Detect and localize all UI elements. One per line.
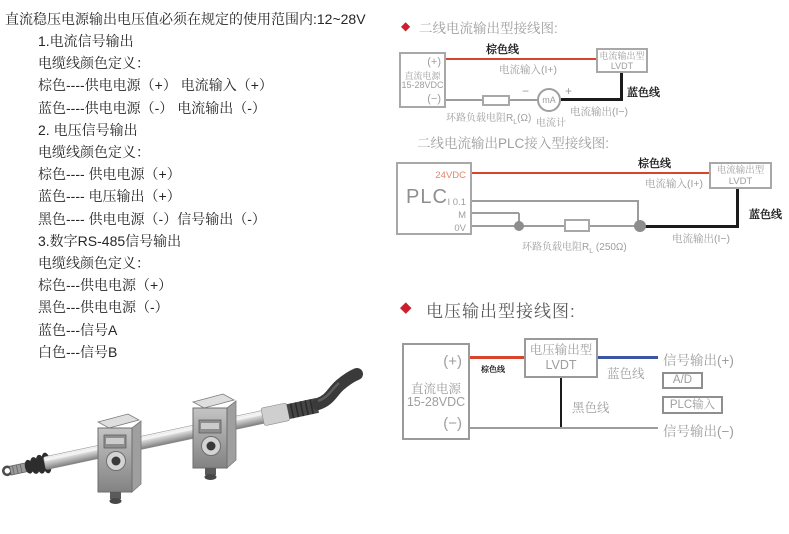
spec-line: 电缆线颜色定义： [38,55,150,72]
ad-converter-box: A/D [662,372,703,389]
spec-line: 蓝色---- 电压输出（+） [38,188,181,205]
current-in-label: 电流输入(I+) [499,64,558,76]
plc-terminal-m: M [458,210,466,221]
junction-dot [634,220,646,232]
plus-terminal: (+) [427,56,441,68]
lvdt-name: LVDT [728,176,753,187]
gray-wire [446,99,482,101]
current-out-label: 电流输出(I−) [672,233,731,245]
diagram3-title: 电压输出型接线图: [426,302,576,321]
blue-wire-label: 蓝色线 [749,209,782,221]
sensor-rod-group [1,395,319,482]
lvdt-sensor-photo [0,362,380,534]
power-supply-name: 直流电源 [404,71,441,81]
lvdt-type: 电流输出型 [599,51,645,61]
meter-minus-sign: − [522,84,530,98]
plc-terminal-24vdc: 24VDC [435,170,466,181]
diagram1-power-supply-box [399,52,446,108]
spec-line: 黑色---- 供电电源（-）信号输出（-） [38,210,266,227]
diamond-bullet-icon: ◆ [400,299,412,316]
brown-wire-label: 棕色线 [486,44,519,56]
lvdt-type: 电压输出型 [529,343,593,357]
spec-line: 1.电流信号输出 [38,33,134,49]
blue-wire-vertical [736,189,739,228]
spec-line: 黑色---供电电源（-） [38,299,169,316]
current-in-label: 电流输入(I+) [645,178,704,190]
diagram2-lvdt-box [709,162,772,189]
lvdt-name: LVDT [610,61,634,71]
blue-wire-label: 蓝色线 [627,87,660,99]
signal-ground-wire [470,427,658,429]
ammeter-text: mA [542,95,556,105]
i01-wire [472,200,639,202]
diamond-bullet-icon: ◆ [401,19,411,33]
plc-input-box: PLC输入 [662,396,723,414]
diagram2-title: 二线电流输出PLC接入型接线图: [417,136,610,151]
diagram2-plc-box [396,162,472,235]
spec-line: 电缆线颜色定义： [38,255,150,272]
current-out-label: 电流输出(I−) [570,106,629,118]
brown-wire-label: 棕色线 [638,158,671,170]
brown-wire-label: 棕色线 [481,365,505,374]
blue-wire-horizontal [640,225,739,228]
blue-wire [598,356,658,359]
m-wire [472,212,519,214]
spec-line: 棕色---- 供电电源（+） [38,166,181,183]
gray-wire [510,99,537,101]
signal-out-minus-label: 信号输出(−) [663,424,734,439]
power-supply-name: 直流电源 [410,382,461,396]
blue-wire-vertical [620,73,623,100]
diagram3-power-supply-box [402,343,470,440]
lvdt-type: 电流输出型 [716,165,765,176]
ammeter [537,88,561,112]
brown-wire [446,58,596,60]
power-supply-voltage: 15-28VDC [406,395,466,409]
spec-line: 电缆线颜色定义： [38,144,150,161]
spec-line: 2. 电压信号输出 [38,121,138,138]
brown-wire [472,172,709,174]
diagram1-title: 二线电流输出型接线图: [419,21,558,36]
junction-dot [514,221,524,231]
spec-heading: 直流稳压电源输出电压值必须在规定的使用范围内:12~28V [5,11,366,27]
spec-line: 棕色---供电电源（+） [38,277,173,294]
black-wire-label: 黑色线 [572,401,610,415]
mounting-clamp [193,394,236,480]
minus-terminal: (−) [443,415,462,432]
minus-terminal: (−) [427,93,441,105]
spec-lines [38,30,273,363]
load-resistor [482,95,510,106]
resistor-label: 环路负载电阻$R_L$ (250Ω) [522,242,627,255]
mounting-clamp [98,414,141,504]
plc-label: PLC [406,186,448,208]
plc-terminal-i01: I 0.1 [447,197,466,208]
blue-wire-horizontal [561,98,623,101]
spec-line: 蓝色----供电电源（-） 电流输出（-） [38,99,266,116]
blue-wire-label: 蓝色线 [607,367,645,381]
signal-out-plus-label: 信号输出(+) [663,353,734,368]
spec-line: 3.数字RS-485信号输出 [38,232,182,249]
brown-wire [470,356,524,359]
spec-line: 棕色----供电电源（+） 电流输入（+） [38,77,273,94]
0v-wire [590,225,636,227]
diagram1-lvdt-box [596,48,648,73]
resistor-label: 环路负载电阻$R_L(\Omega)$ [446,113,532,126]
meter-plus-sign: + [565,84,573,98]
diagram3-lvdt-box [524,338,598,378]
plus-terminal: (+) [443,353,462,370]
plc-terminal-0v: 0V [454,223,466,234]
spec-line: 白色---信号B [38,343,118,360]
ammeter-label: 电流计 [536,118,566,129]
load-resistor [564,219,590,232]
sensor-cable [318,374,357,404]
black-wire [560,378,562,428]
lvdt-name: LVDT [545,358,577,372]
power-supply-voltage: 15-28VDC [401,80,444,90]
spec-line: 蓝色---信号A [38,321,118,338]
